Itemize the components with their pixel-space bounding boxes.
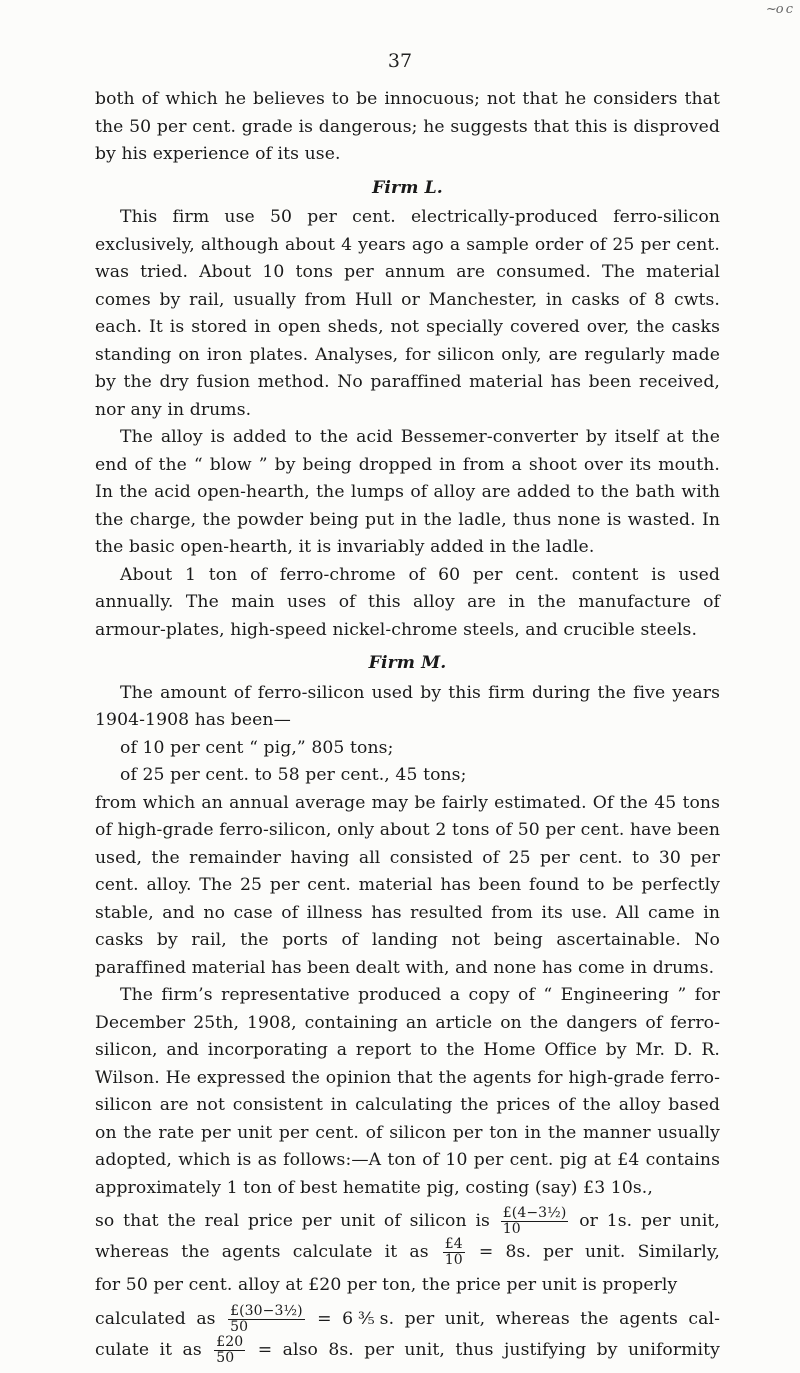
paragraph-firm-m-3: The firm’s representative produced a copy of “ Engineering ” for December 25th, 1908, containing an article on the dangers of ferro-silicon, and incorporating a report to the Home Office by Mr. D. R. Wilson. He expressed the opinion that the agents for high-grade ferro-silicon are not consistent in calculating the prices of the alloy based on the rate per unit per cent. of silicon per ton in the manner usually adopted, which is as follows:—A ton of 10 per cent. pig at £4 contains approximately 1 ton of best hematite pig, costing (say) £3 10s., — [95, 985, 720, 1198]
formula-4-suffix: = also 8s. per unit, thus justifying by uniformity — [257, 1339, 720, 1360]
formula-line-3 — [95, 1304, 720, 1335]
formula-3-suffix: = 6⅗s. per unit, whereas the agents cal- — [317, 1308, 720, 1329]
page-number: 37 — [387, 50, 413, 72]
fraction-2-denominator: 10 — [444, 1252, 463, 1268]
paragraph-firm-m-1: The amount of ferro-silicon used by this firm during the five years 1904-1908 has been— — [95, 682, 720, 730]
fraction-2 — [443, 1237, 465, 1268]
fraction-1-denominator: 10 — [502, 1221, 521, 1237]
formula-4-prefix: culate it as — [95, 1339, 202, 1360]
formula-1-suffix: or 1s. per unit, — [579, 1211, 720, 1231]
formula-2-prefix: whereas the agents calculate it as — [95, 1242, 429, 1262]
body-text — [95, 86, 720, 1366]
formula-3-prefix: calculated as — [95, 1308, 216, 1329]
fraction-3-denominator: 50 — [230, 1318, 249, 1335]
fraction-4-numerator: £20 — [216, 1333, 244, 1350]
formula-line-2 — [95, 1237, 720, 1268]
heading-firm-l: Firm L. — [372, 177, 443, 198]
fraction-1-numerator: £(4−3½) — [502, 1205, 567, 1221]
fraction-2-numerator: £4 — [444, 1236, 463, 1252]
paragraph-firm-m-4: for 50 per cent. alloy at £20 per ton, the price per unit is properly — [95, 1275, 678, 1295]
list-item: of 10 per cent “ pig,” 805 tons; — [120, 737, 394, 758]
list-item: of 25 per cent. to 58 per cent., 45 tons; — [120, 765, 467, 785]
formula-line-1 — [95, 1206, 720, 1237]
fraction-4 — [214, 1335, 245, 1366]
fraction-3-numerator: £(30−3½) — [230, 1302, 303, 1319]
fraction-1 — [501, 1206, 569, 1237]
paragraph-firm-m-2: from which an annual average may be fairly estimated. Of the 45 tons of high-grade ferro-silicon, only about 2 tons of 50 per cent. have been used, the remainder having all consisted of 25 per cent. to 30 per cent. alloy. The 25 per cent. material has been found to be perfectly stable, and no case of illness has resulted from its use. All came in casks by rail, the ports of landing not being ascertainable. No paraffined material has been dealt with, and none has come in drums. — [95, 792, 720, 978]
paragraph-firm-l-2: The alloy is added to the acid Bessemer-converter by itself at the end of the “ blow ” by being dropped in from a shoot over its mouth. In the acid open-hearth, the lumps of alloy are added to the bath with the charge, the powder being put in the ladle, thus none is wasted. In the basic open-hearth, it is invariably added in the ladle. — [95, 427, 720, 557]
paragraph-firm-l-1: This firm use 50 per cent. electrically-produced ferro-silicon exclusively, although about 4 years ago a sample order of 25 per cent. was tried. About 10 tons per annum are consumed. The material comes by rail, usually from Hull or Manchester, in casks of 8 cwts. each. It is stored in open sheds, not specially covered over, the casks standing on iron plates. Analyses, for silicon only, are regularly made by the dry fusion method. No paraffined material has been received, nor any in drums. — [95, 207, 720, 420]
formula-1-prefix: so that the real price per unit of silicon is — [95, 1211, 490, 1231]
fraction-4-denominator: 50 — [216, 1349, 235, 1366]
paragraph-continuation: both of which he believes to be innocuous; not that he considers that the 50 per cent. grade is dangerous; he suggests that this is disproved by his experience of its use. — [95, 89, 720, 164]
formula-line-4 — [95, 1335, 720, 1366]
heading-firm-m: Firm M. — [368, 653, 447, 673]
formula-2-suffix: = 8s. per unit. Similarly, — [478, 1242, 720, 1262]
corner-mark: ~o c — [765, 2, 792, 17]
paragraph-firm-l-3: About 1 ton of ferro-chrome of 60 per cent. content is used annually. The main uses of this alloy are in the manufacture of armour-plates, high-speed nickel-chrome steels, and crucible steels. — [95, 564, 720, 640]
fraction-3 — [228, 1304, 305, 1335]
